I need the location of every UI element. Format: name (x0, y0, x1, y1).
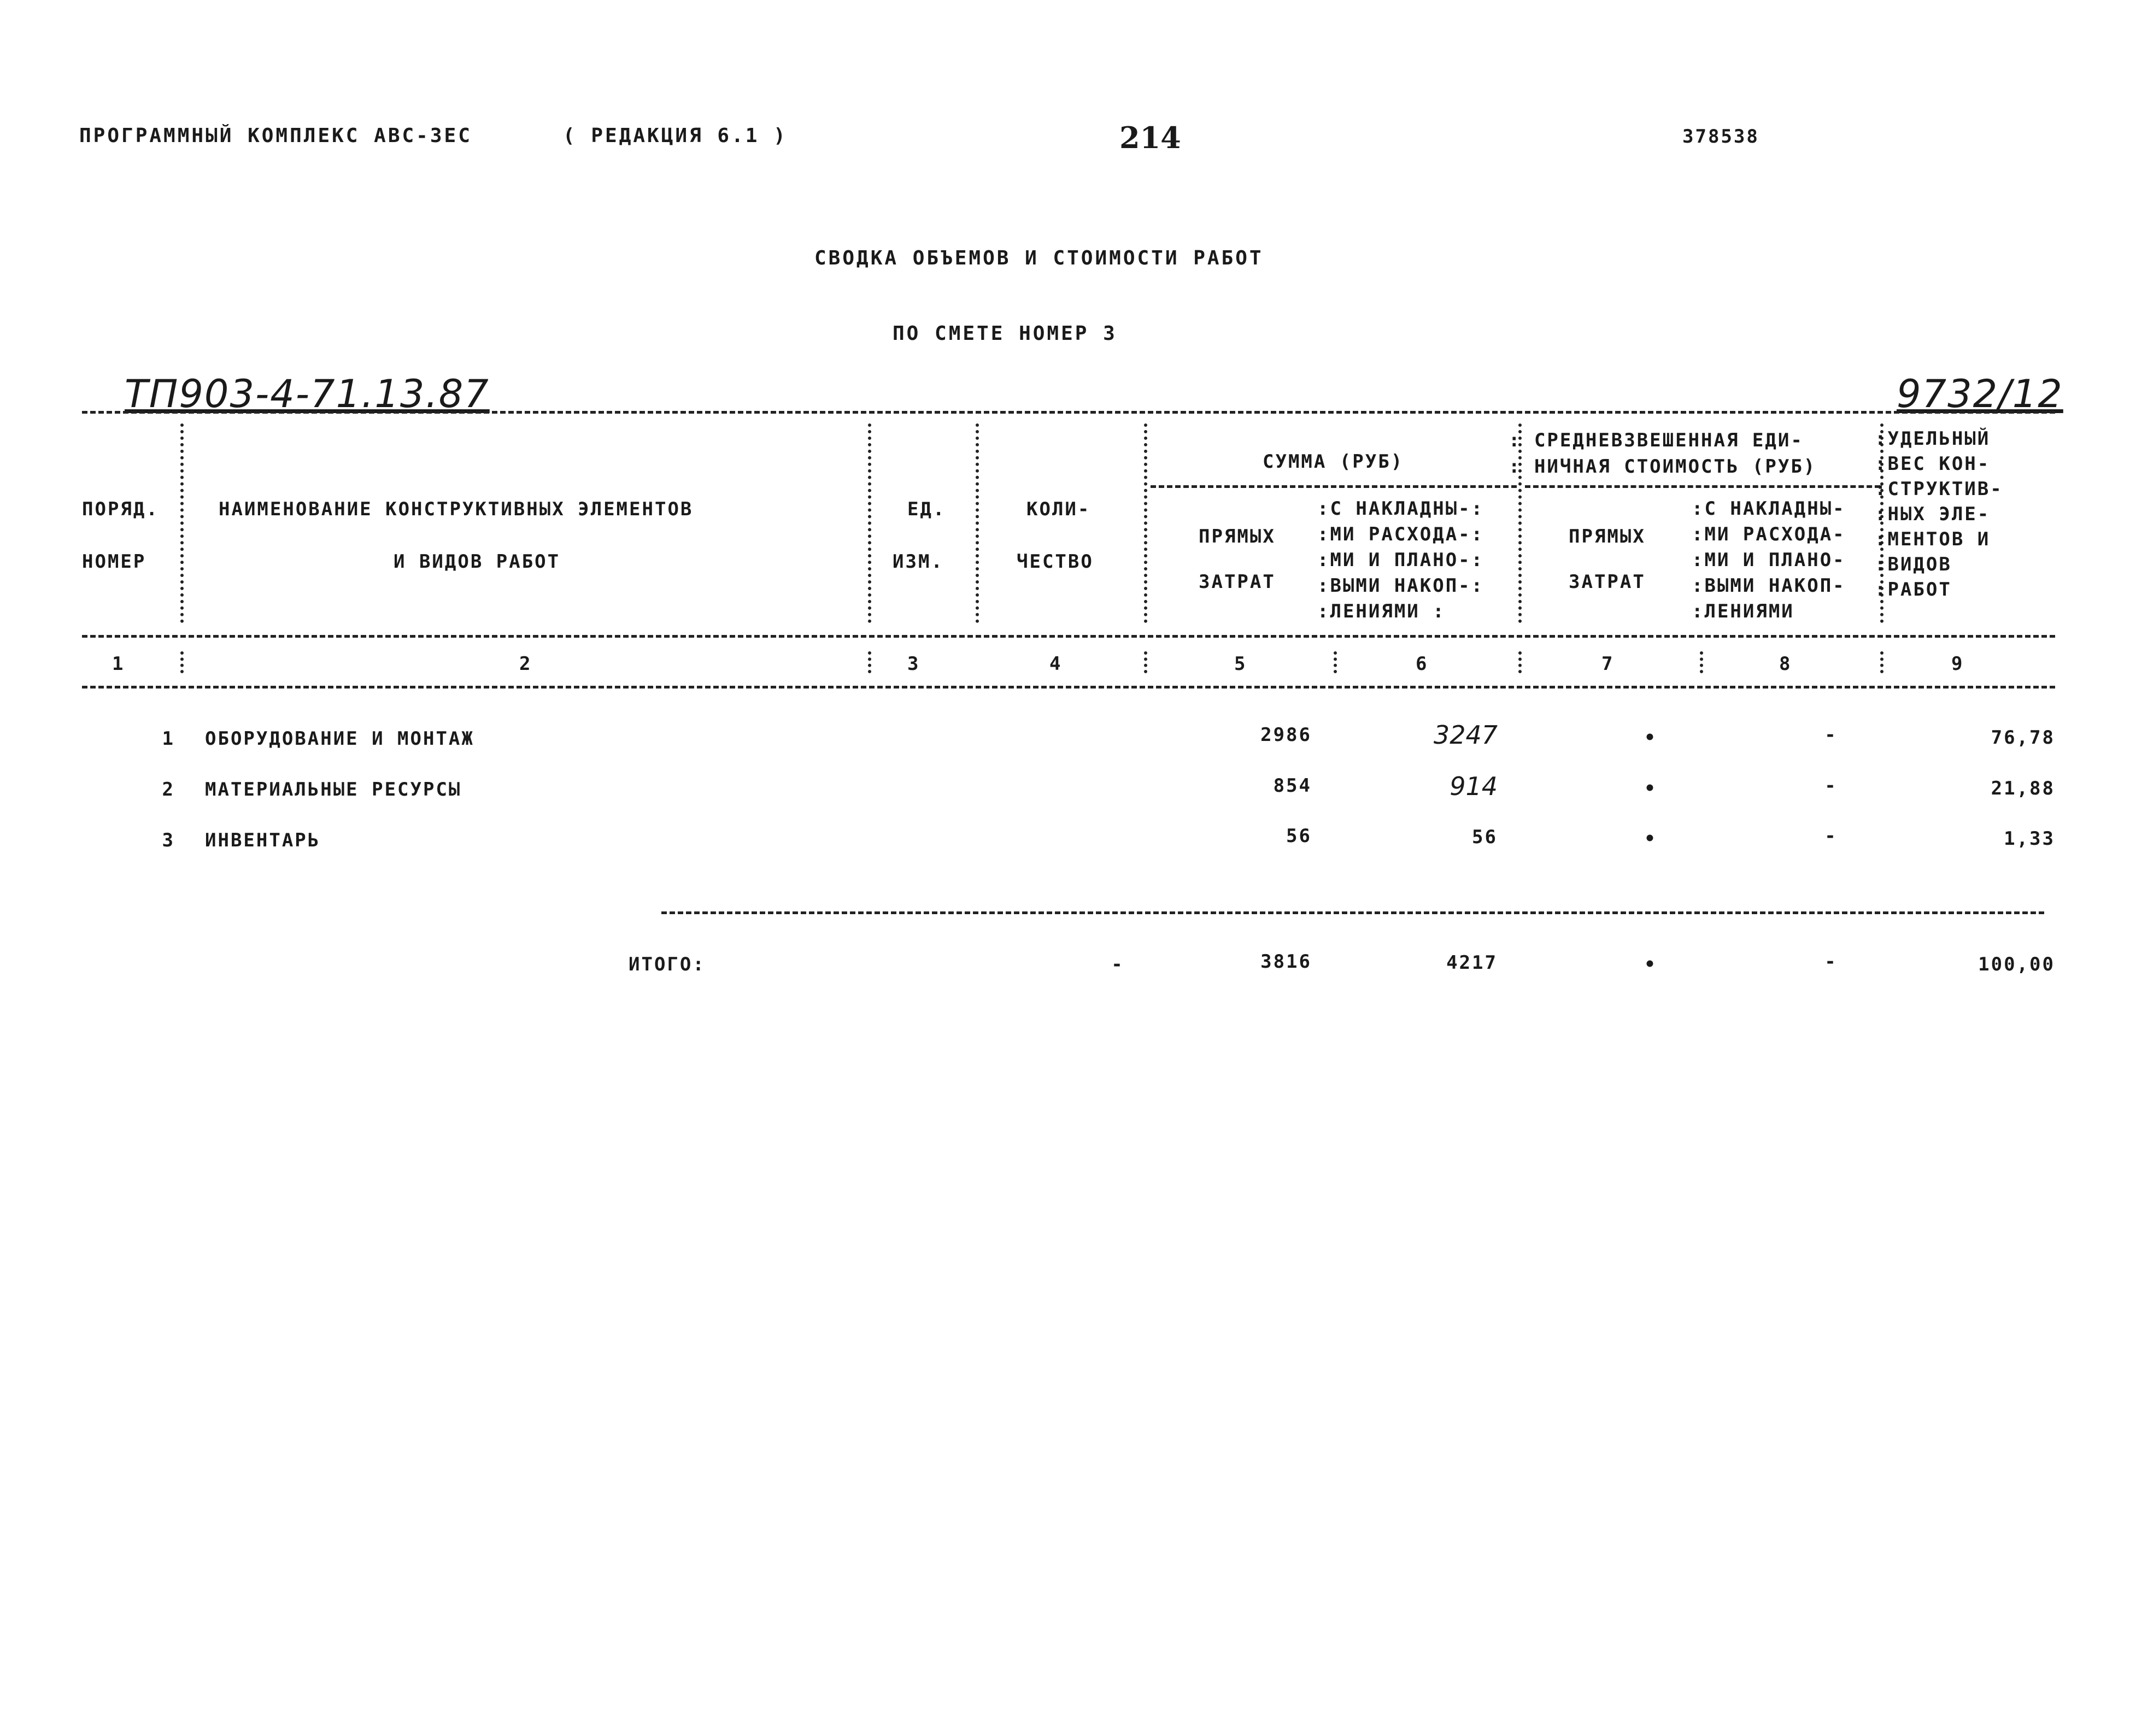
row-direct-costs: 2986 (1260, 724, 1312, 746)
col2-header-line2: И ВИДОВ РАБОТ (394, 551, 561, 573)
row-number: 2 (162, 779, 175, 801)
total-label: ИТОГО: (629, 954, 706, 975)
row-direct-costs: 56 (1286, 825, 1312, 847)
numrow-sep-6 (1518, 651, 1522, 673)
handwritten-ref-number: 9732/12 (1897, 372, 2063, 416)
colnum-5: 5 (1234, 653, 1247, 675)
col1-header-line1: ПОРЯД. (82, 498, 159, 520)
col7-header-line1: ПРЯМЫХ (1569, 526, 1646, 548)
col3-header-line2: ИЗМ. (893, 551, 944, 573)
col-sep-4 (1144, 423, 1147, 623)
row-avg-total: - (1824, 724, 1838, 746)
row-avg-direct: • (1644, 727, 1657, 749)
row-name: ИНВЕНТАРЬ (205, 829, 321, 851)
col2-header-line1: НАИМЕНОВАНИЕ КОНСТРУКТИВНЫХ ЭЛЕМЕНТОВ (219, 498, 694, 520)
total-share: 100,00 (1978, 954, 2055, 975)
row-avg-total: - (1824, 775, 1838, 797)
numrow-bottom-border (82, 686, 2055, 688)
page-number: 214 (1119, 120, 1181, 155)
col9-header: :УДЕЛЬНЫЙ :ВЕС КОН- :СТРУКТИВ- :НЫХ ЭЛЕ- :МЕНТОВ И :ВИДОВ :РАБОТ (1875, 428, 2003, 601)
colnum-1: 1 (112, 653, 125, 675)
col7-header-line2: ЗАТРАТ (1569, 571, 1646, 593)
colnum-7: 7 (1601, 653, 1615, 675)
avg-group-divider (1525, 485, 1880, 488)
numrow-sep-5 (1334, 651, 1337, 673)
report-title: СВОДКА ОБЪЕМОВ И СТОИМОСТИ РАБОТ (814, 247, 1264, 269)
avg-group-header: : СРЕДНЕВЗВЕШЕННАЯ ЕДИ- : НИЧНАЯ СТОИМОСТЬ (РУБ) (1509, 429, 1817, 478)
col-sep-3 (976, 423, 979, 623)
edition-label: ( РЕДАКЦИЯ 6.1 ) (563, 125, 788, 147)
total-divider (661, 911, 2044, 914)
row-name: ОБОРУДОВАНИЕ И МОНТАЖ (205, 728, 474, 750)
col8-header: :С НАКЛАДНЫ- :МИ РАСХОДА- :МИ И ПЛАНО- :ВЫМИ НАКОП- :ЛЕНИЯМИ (1692, 498, 1846, 622)
table-top-border (82, 411, 2055, 414)
total-quantity: - (1111, 954, 1124, 975)
colnum-2: 2 (519, 653, 532, 675)
total-total-costs: 4217 (1446, 952, 1498, 974)
row-avg-direct: • (1644, 828, 1657, 850)
sum-group-header: СУММА (РУБ) (1263, 451, 1404, 473)
col1-header-line2: НОМЕР (82, 551, 146, 573)
colnum-8: 8 (1779, 653, 1792, 675)
numrow-sep-2 (868, 651, 871, 673)
row-total-costs: 914 (1450, 772, 1498, 801)
numrow-sep-1 (180, 651, 184, 673)
handwritten-project-code: ТП903-4-71.13.87 (125, 372, 490, 416)
col4-header-line1: КОЛИ- (1026, 498, 1091, 520)
row-number: 3 (162, 829, 175, 851)
row-avg-total: - (1824, 825, 1838, 847)
col6-header: :С НАКЛАДНЫ-: :МИ РАСХОДА-: :МИ И ПЛАНО-: :ВЫМИ НАКОП-: :ЛЕНИЯМИ : (1317, 498, 1484, 622)
row-avg-direct: • (1644, 778, 1657, 799)
row-share: 21,88 (1991, 778, 2055, 799)
total-direct-costs: 3816 (1260, 951, 1312, 973)
row-total-costs: 3247 (1433, 720, 1498, 750)
row-share: 76,78 (1991, 727, 2055, 749)
row-name: МАТЕРИАЛЬНЫЕ РЕСУРСЫ (205, 779, 462, 801)
row-direct-costs: 854 (1273, 775, 1312, 797)
col5-header-line2: ЗАТРАТ (1199, 571, 1276, 593)
doc-code: 378538 (1682, 126, 1759, 148)
numrow-sep-8 (1880, 651, 1883, 673)
numrow-sep-4 (1144, 651, 1147, 673)
col3-header-line1: ЕД. (907, 498, 946, 520)
col-sep-1 (180, 423, 184, 623)
program-name: ПРОГРАММНЫЙ КОМПЛЕКС АВС-3ЕС (79, 125, 472, 147)
colnum-4: 4 (1049, 653, 1063, 675)
row-total-costs: 56 (1472, 826, 1498, 848)
row-share: 1,33 (2004, 828, 2055, 850)
colnum-3: 3 (907, 653, 920, 675)
sum-group-divider (1151, 485, 1517, 488)
colnum-9: 9 (1951, 653, 1964, 675)
col4-header-line2: ЧЕСТВО (1017, 551, 1094, 573)
estimate-number: ПО СМЕТЕ НОМЕР 3 (893, 322, 1117, 345)
total-avg-total: - (1824, 951, 1838, 973)
col5-header-line1: ПРЯМЫХ (1199, 526, 1276, 548)
total-avg-direct: • (1644, 954, 1657, 975)
row-number: 1 (162, 728, 175, 750)
header-bottom-border (82, 635, 2055, 638)
col-sep-2 (868, 423, 871, 623)
numrow-sep-7 (1700, 651, 1703, 673)
colnum-6: 6 (1416, 653, 1429, 675)
